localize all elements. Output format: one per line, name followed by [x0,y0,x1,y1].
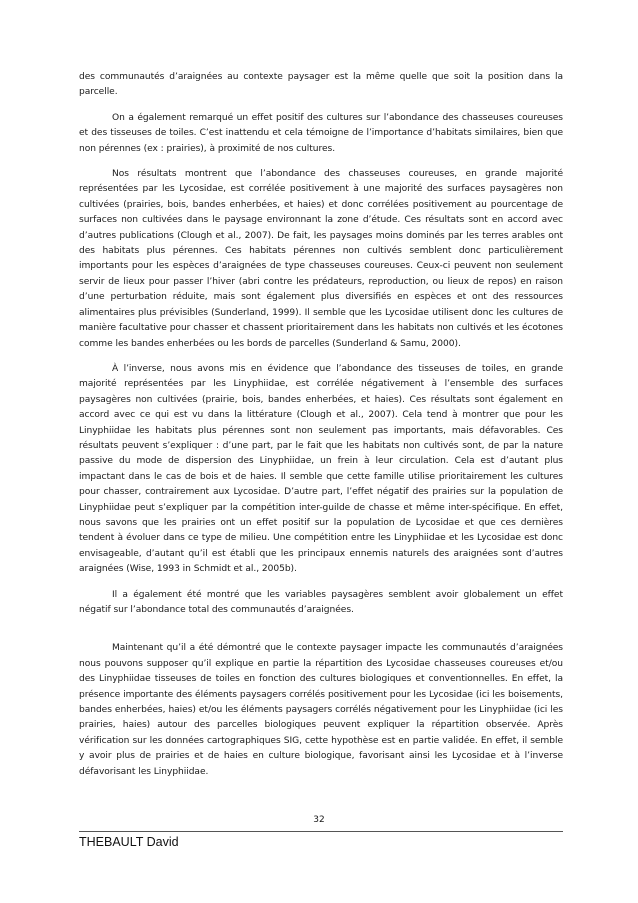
footer-divider [79,831,563,832]
footer-author: THEBAULT David [79,835,179,849]
paragraph-1: des communautés d’araignées au contexte paysager est la même quelle que soit la position dans la parcelle. [79,72,563,98]
paragraph-6: Maintenant qu’il a été démontré que le contexte paysager impacte les communautés d’araignées nous pouvons supposer qu’il explique en partie la répartition des Lycosidae chasseuses coureuses et/ou des Linyphiidae tisseuses de toiles en fonction des cultures biologiques et conventionnelles. En effet, la présence importante des éléments paysagers corrélés positivement pour les Lycosidae (ici les boisements, bandes enherbées, haies) et/ou les éléments paysagers corrélés négativement pour les Linyphiidae (ici les prairies, haies) autour des parcelles biologiques peuvent expliquer la répartition observée. Après vérification sur les données cartographiques SIG, cette hypothèse est en partie validée. En effet, il semble y avoir plus de prairies et de haies en culture biologique, favorisant ainsi les Lycosidae et à l’inverse défavorisant les Linyphiidae. [79,643,563,777]
page-number: 32 [313,815,325,825]
paragraph-2: On a également remarqué un effet positif des cultures sur l’abondance des chasseuses coureuses et des tisseuses de toiles. C’est inattendu et cela témoigne de l’importance d’habitats similaires, bien que non pérennes (ex : prairies), à proximité de nos cultures. [79,112,563,154]
paragraph-5: Il a également été montré que les variables paysagères semblent avoir globalement un effet négatif sur l’abondance total des communautés d’araignées. [79,589,563,615]
paragraph-3: Nos résultats montrent que l’abondance des chasseuses coureuses, en grande majorité représentées par les Lycosidae, est corrélée positivement à une majorité des surfaces paysagères non cultivées (prairies, bois, bandes enherbées, et haies) et donc corrélées positivement au pourcentage de surfaces non cultivées dans le paysage environnant la zone d’étude. Ces résultats sont en accord avec d’autres publications (Clough et al., 2007). De fait, les paysages moins dominés par les terres arables ont des habitats plus pérennes. Ces habitats pérennes non cultivés semblent donc particulièrement importants pour les espèces d’araignées de type chasseuses coureuses. Ceux-ci peuvent non seulement servir de lieux pour passer l’hiver (abri contre les prédateurs, reproduction, ou lieux de repos) en raison d’une perturbation réduite, mais sont également plus diversifiés en espèces et ont des ressources alimentaires plus prévisibles (Sunderland, 1999). Il semble que les Lycosidae utilisent donc les cultures de manière facultative pour chasser et chassent prioritairement dans les habitats non cultivés et les écotones comme les bandes enherbées ou les bords de parcelles (Sunderland & Samu, 2000). [79,169,563,349]
paragraph-4: À l’inverse, nous avons mis en évidence que l’abondance des tisseuses de toiles, en grande majorité représentées par les Linyphiidae, est corrélée négativement à l’ensemble des surfaces paysagères non cultivées (prairie, bois, bandes enherbées, et haies). Ces résultats sont également en accord avec ce qui est vu dans la littérature (Clough et al., 2007). Cela tend à montrer que pour les Linyphiidae les habitats plus pérennes sont non seulement pas importants, mais défavorables. Ces résultats peuvent s’expliquer : d’une part, par le fait que les habitats non cultivés sont, de par la nature passive du mode de dispersion des Linyphiidae, un frein à leur circulation. Cela est d’autant plus impactant dans le cas de bois et de haies. Il semble que cette famille utilise prioritairement les cultures pour chasser, contrairement aux Lycosidae. D’autre part, l’effet négatif des prairies sur la population de Linyphiidae peut s’expliquer par la compétition inter-guilde de chasse et même inter-spécifique. En effet, nous savons que les prairies ont un effet positif sur la population de Lycosidae et que ces dernières tendent à évoluer dans ce type de milieu. Une compétition entre les Linyphiidae et les Lycosidae est donc envisageable, d’autant qu’il est établi que les principaux ennemis naturels des araignées sont d’autres araignées (Wise, 1993 in Schmidt et al., 2005b). [79,363,563,575]
document-body [79,70,563,780]
